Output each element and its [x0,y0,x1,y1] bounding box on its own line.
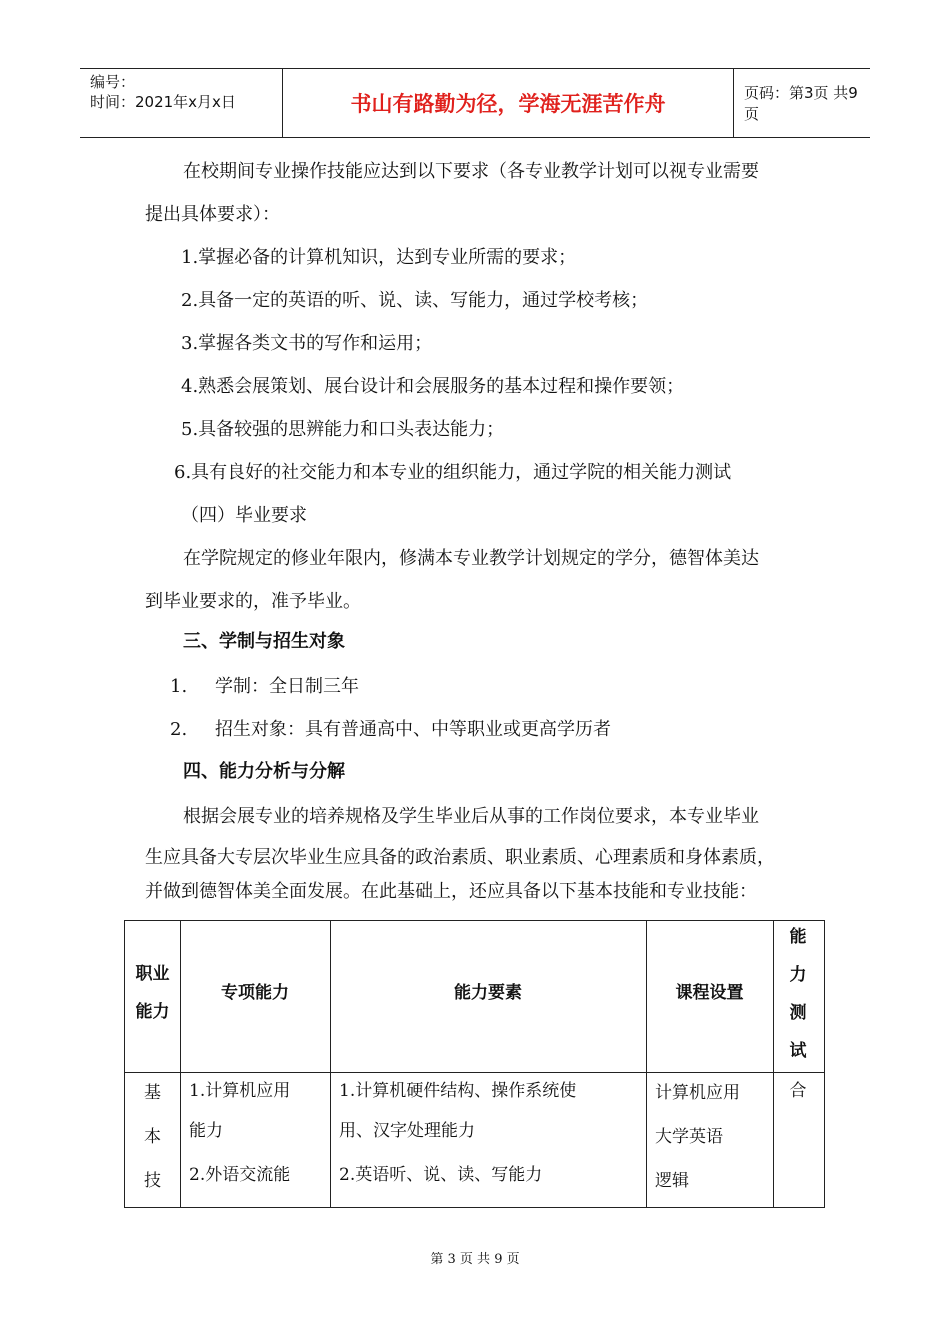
section-4-line-3: 并做到德智体美全面发展。在此基础上，还应具备以下基本技能和专业技能： [145,881,757,902]
requirement-item: 6.具有良好的社交能力和本专业的组织能力，通过学院的相关能力测试 [174,462,732,483]
row-cell-ability-elements [339,1071,576,1195]
cell-text: 用、汉字处理能力 [339,1121,475,1141]
section-3-item-1-number: 1. [170,676,188,697]
graduation-line-2: 到毕业要求的，准予毕业。 [145,591,361,612]
section-4-title: 四、能力分析与分解 [183,761,345,782]
cell-text: 2.外语交流能 [189,1165,291,1185]
section-3-item-1-text: 学制：全日制三年 [215,676,359,697]
row-cell-career-ability [125,1071,180,1203]
header-cell-special-ability: 专项能力 [221,983,289,1003]
cell-text: 本 [144,1127,161,1147]
header-cell-ability-test [773,918,823,1070]
row-cell-special-ability [189,1071,290,1195]
graduation-line-1: 在学院规定的修业年限内，修满本专业教学计划规定的学分，德智体美达 [183,548,759,569]
page-header [80,68,870,138]
header-motto: 书山有路勤为径，学海无涯苦作舟 [282,69,734,137]
header-cell-course-setup: 课程设置 [675,983,744,1003]
section-3-item-2-number: 2. [170,719,188,740]
cell-text: 大学英语 [655,1127,723,1147]
intro-line-2: 提出具体要求）： [145,204,280,225]
cell-text: 逻辑 [655,1171,689,1191]
requirement-item: 3.掌握各类文书的写作和运用； [181,333,433,354]
header-cell-ability-elements: 能力要素 [454,983,522,1003]
header-text: 能力 [135,1002,170,1022]
cell-text: 1.计算机硬件结构、操作系统使 [339,1081,577,1101]
section-4-line-1: 根据会展专业的培养规格及学生毕业后从事的工作岗位要求，本专业毕业 [183,806,759,827]
page-footer: 第 3 页 共 9 页 [430,1252,520,1267]
header-left-cell [80,69,282,137]
header-page-label: 页码：第3页 共9页 [744,84,858,123]
row-cell-course-setup [655,1071,740,1203]
table-divider [646,921,647,1207]
requirement-item: 2.具备一定的英语的听、说、读、写能力，通过学校考核； [181,290,649,311]
cell-text: 能力 [189,1121,223,1141]
cell-text: 1.计算机应用 [189,1081,291,1101]
graduation-heading: （四）毕业要求 [181,505,307,526]
table-divider [180,921,181,1207]
header-text: 力 [789,965,807,985]
header-cell-career-ability [125,955,180,1031]
cell-text: 基 [144,1083,161,1103]
section-4-line-2: 生应具备大专层次毕业生应具备的政治素质、职业素质、心理素质和身体素质， [145,847,775,868]
header-text: 能 [789,927,807,947]
table-divider [330,921,331,1207]
header-text: 职业 [135,964,170,984]
header-text: 测 [789,1003,807,1023]
section-3-title: 三、学制与招生对象 [183,631,345,652]
section-3-item-2-text: 招生对象：具有普通高中、中等职业或更高学历者 [215,719,611,740]
cell-text: 计算机应用 [655,1083,740,1103]
document-number-label: 编号： [90,73,136,91]
row-cell-ability-test: 合 [789,1081,807,1101]
requirement-item: 4.熟悉会展策划、展台设计和会展服务的基本过程和操作要领； [181,376,685,397]
intro-line-1: 在校期间专业操作技能应达到以下要求（各专业教学计划可以视专业需要 [183,161,759,182]
document-time-label: 时间：2021年x月x日 [90,93,236,111]
requirement-item: 1.掌握必备的计算机知识，达到专业所需的要求； [181,247,577,268]
ability-table [124,920,825,1208]
cell-text: 技 [144,1171,161,1191]
cell-text: 2.英语听、说、读、写能力 [339,1165,543,1185]
header-text: 试 [789,1041,807,1061]
requirement-item: 5.具备较强的思辨能力和口头表达能力； [181,419,505,440]
